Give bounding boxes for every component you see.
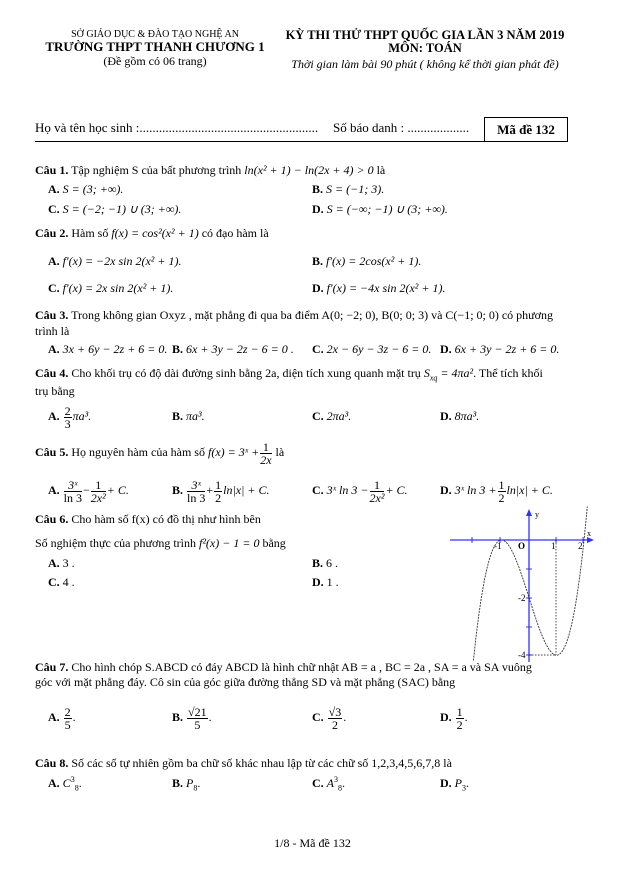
q8-option-d[interactable]: D. $P_3$. — [440, 776, 470, 793]
tick-label: -2 — [518, 593, 526, 603]
subject: MÔN: TOÁN — [388, 41, 462, 55]
question-6: Câu 6. Cho hàm số f(x) có đồ thị như hình bên — [35, 512, 261, 526]
question-text: là — [376, 163, 386, 177]
q1-option-b[interactable]: B. S = (−1; 3). — [312, 182, 385, 196]
x-axis-label: x — [587, 529, 591, 538]
question-5: Câu 5. Họ nguyên hàm của hàm số f(x) = 3ˣ + $\frac{1}{2x}$ là — [35, 439, 285, 467]
q4-option-a[interactable]: A. $\frac{2}{3}$ πa³. — [48, 403, 92, 431]
origin-label: O — [518, 541, 526, 551]
q5-option-b[interactable]: B. $\frac{\text{3ˣ}}{\ln 3}$ + $\frac{1}{2}$ ln|x| + C. — [172, 477, 270, 505]
q7-option-b[interactable]: B. $\frac{√21}{5}$ . — [172, 704, 212, 732]
question-4: Câu 4. Cho khối trụ có độ dài đường sinh bằng 2a, diện tích xung quanh mặt trụ $S_{xq} = 4\pi a^2$. Thể tích khối — [35, 366, 543, 383]
q3-option-b[interactable]: B. 6x + 3y − 2z − 6 = 0 . — [172, 342, 294, 356]
q2-option-a[interactable]: A. f′(x) = −2x sin 2(x² + 1). — [48, 254, 182, 268]
student-id-field[interactable]: Số báo danh : ................... — [333, 120, 470, 135]
page-count: (Đề gồm có 06 trang) — [103, 54, 207, 68]
y-axis-label: y — [535, 510, 539, 519]
exam-code-box: Mã đề 132 — [484, 117, 568, 142]
q8-option-c[interactable]: C. $A^3_8$. — [312, 775, 346, 793]
q8-option-a[interactable]: A. $C^3_8$. — [48, 775, 82, 793]
q6-option-b[interactable]: B. 6 . — [312, 556, 339, 570]
q5-option-c[interactable]: C. 3ˣ ln 3 − $\frac{1}{\text{2x²}}$ + C. — [312, 477, 408, 505]
question-6-cont: Số nghiệm thực của phương trình f²(x) − 1 = 0 bằng — [35, 536, 286, 550]
q3-option-a[interactable]: A. 3x + 6y − 2z + 6 = 0. — [48, 342, 168, 356]
q4-option-c[interactable]: C. 2πa³. — [312, 409, 352, 423]
q7-option-a[interactable]: A. $\frac{2}{5}$ . — [48, 704, 76, 732]
y-axis-arrow-icon — [526, 509, 532, 516]
question-4-cont: trụ bằng — [35, 384, 75, 398]
time-limit: Thời gian làm bài 90 phút ( không kể thời gian phát đề) — [291, 57, 559, 71]
q2-option-c[interactable]: C. f′(x) = 2x sin 2(x² + 1). — [48, 281, 174, 295]
exam-title: KỲ THI THỬ THPT QUỐC GIA LẦN 3 NĂM 2019 — [285, 28, 565, 42]
q3-option-c[interactable]: C. 2x − 6y − 3z − 6 = 0. — [312, 342, 432, 356]
question-7: Câu 7. Cho hình chóp S.ABCD có đáy ABCD là hình chữ nhật AB = a , BC = 2a , SA = a và SA vuông — [35, 660, 532, 674]
student-name-field[interactable]: Họ và tên học sinh :....................................................... — [35, 120, 319, 135]
question-2: Câu 2. Hàm số f(x) = cos²(x² + 1) có đạo hàm là — [35, 226, 269, 240]
q2-option-d[interactable]: D. f′(x) = −4x sin 2(x² + 1). — [312, 281, 446, 295]
q1-option-c[interactable]: C. S = (−2; −1) ∪ (3; +∞). — [48, 202, 182, 216]
page-footer: 1/8 - Mã đề 132 — [274, 836, 351, 850]
question-8: Câu 8. Số các số tự nhiên gồm ba chữ số khác nhau lập từ các chữ số 1,2,3,4,5,6,7,8 là — [35, 756, 452, 770]
math-expression: f(x) = cos²(x² + 1) — [111, 226, 199, 240]
tick-label: -1 — [494, 541, 502, 551]
q6-option-c[interactable]: C. 4 . — [48, 575, 75, 589]
question-3-cont: trình là — [35, 324, 70, 338]
q8-option-b[interactable]: B. $P_8$. — [172, 776, 201, 793]
question-3: Câu 3. Trong không gian Oxyz , mặt phẳng đi qua ba điểm A(0; −2; 0), B(0; 0; 3) và C(−1; 0; 0) có phương — [35, 308, 554, 322]
q6-option-d[interactable]: D. 1 . — [312, 575, 339, 589]
q3-option-d[interactable]: D. 6x + 3y − 2z + 6 = 0. — [440, 342, 560, 356]
department: SỞ GIÁO DỤC & ĐÀO TẠO NGHỆ AN — [71, 29, 239, 40]
math-expression: ln(x² + 1) − ln(2x + 4) > 0 — [244, 163, 374, 177]
tick-label: 1 — [551, 541, 556, 551]
q6-option-a[interactable]: A. 3 . — [48, 556, 75, 570]
q2-option-b[interactable]: B. f′(x) = 2cos(x² + 1). — [312, 254, 422, 268]
question-7-cont: góc với mặt phẳng đáy. Cô sin của góc giữa đường thẳng SD và mặt phẳng (SAC) bằng — [35, 675, 456, 689]
q7-option-d[interactable]: D. $\frac{1}{2}$ . — [440, 704, 468, 732]
q5-option-a[interactable]: A. $\frac{\text{3ˣ}}{\ln 3}$ − $\frac{1}{\text{2x²}}$ + C. — [48, 477, 129, 505]
q7-option-c[interactable]: C. $\frac{√3}{2}$ . — [312, 704, 347, 732]
q1-option-d[interactable]: D. S = (−∞; −1) ∪ (3; +∞). — [312, 202, 448, 216]
q4-option-d[interactable]: D. 8πa³. — [440, 409, 480, 423]
tick-label: -4 — [518, 650, 526, 660]
question-text: Tập nghiệm S của bất phương trình — [71, 163, 242, 177]
q5-option-d[interactable]: D. 3ˣ ln 3 + $\frac{1}{2}$ ln|x| + C. — [440, 477, 553, 505]
school-name: TRƯỜNG THPT THANH CHƯƠNG 1 — [45, 39, 265, 54]
q4-option-b[interactable]: B. πa³. — [172, 409, 205, 423]
function-curve — [473, 506, 587, 660]
q1-option-a[interactable]: A. S = (3; +∞). — [48, 182, 124, 196]
question-label: Câu 1. — [35, 163, 69, 177]
tick-label: 2 — [578, 541, 583, 551]
